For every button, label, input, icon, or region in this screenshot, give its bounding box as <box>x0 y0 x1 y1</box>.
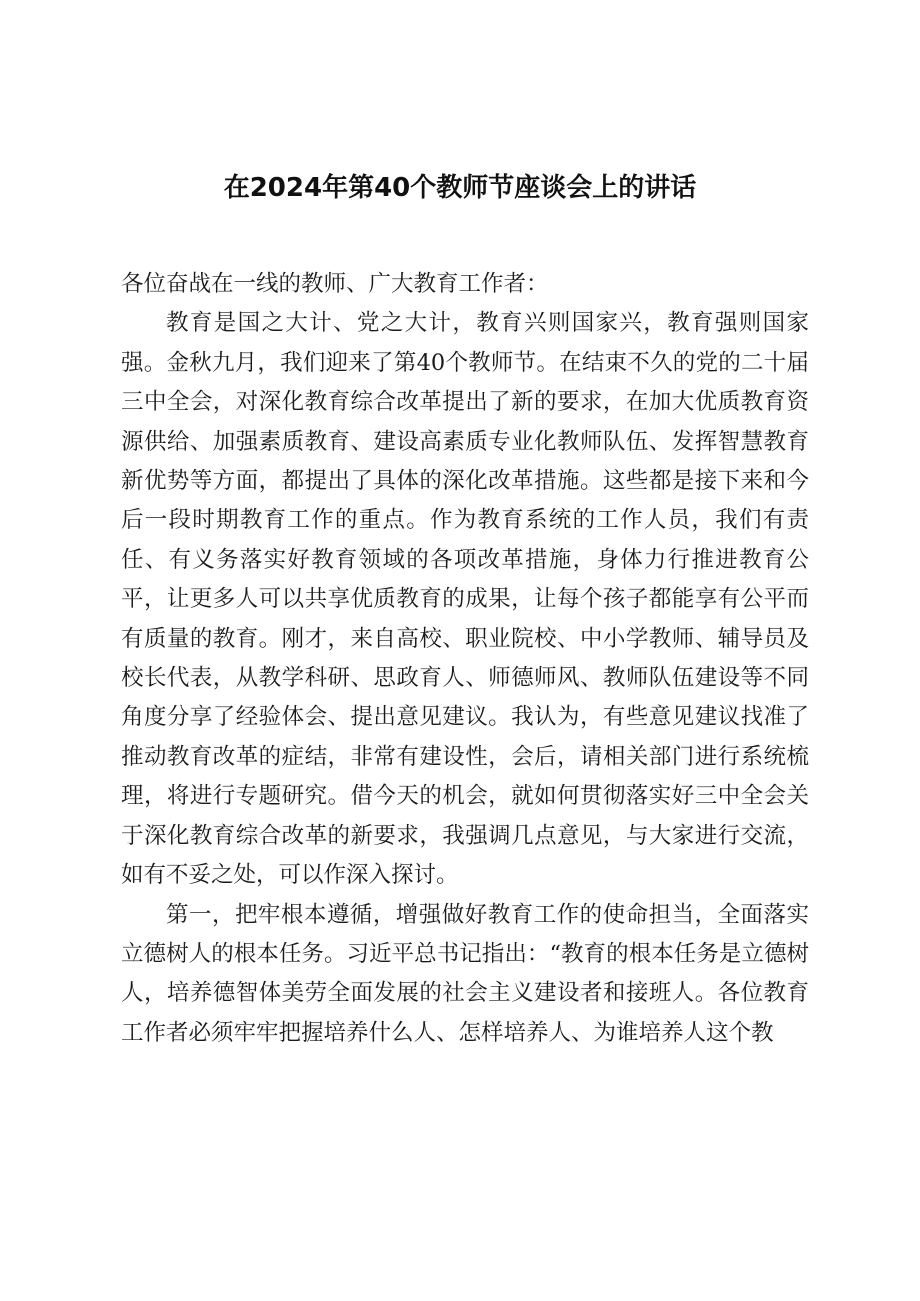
greeting-line: 各位奋战在一线的教师、广大教育工作者： <box>121 271 549 297</box>
document-body <box>121 265 809 1053</box>
document-title: 在2024年第40个教师节座谈会上的讲话 <box>223 173 697 203</box>
paragraph-2: 第一，把牢根本遵循，增强做好教育工作的使命担当，全面落实立德树人的根本任务。习近平总书记指出：“教育的根本任务是立德树人，培养德智体美劳全面发展的社会主义建设者和接班人。各位教育工作者必须牢牢把握培养什么人、怎样培养人、为谁培养人这个教 <box>121 901 809 1046</box>
paragraph-1: 教育是国之大计、党之大计，教育兴则国家兴，教育强则国家强。金秋九月，我们迎来了第40个教师节。在结束不久的党的二十届三中全会，对深化教育综合改革提出了新的要求，在加大优质教育资源供给、加强素质教育、建设高素质专业化教师队伍、发挥智慧教育新优势等方面，都提出了具体的深化改革措施。这些都是接下来和今后一段时期教育工作的重点。作为教育系统的工作人员，我们有责任、有义务落实好教育领域的各项改革措施，身体力行推进教育公平，让更多人可以共享优质教育的成果，让每个孩子都能享有公平而有质量的教育。刚才，来自高校、职业院校、中小学教师、辅导员及校长代表，从教学科研、思政育人、师德师风、教师队伍建设等不同角度分享了经验体会、提出意见建议。我认为，有些意见建议找准了推动教育改革的症结，非常有建设性，会后，请相关部门进行系统梳理，将进行专题研究。借今天的机会，就如何贯彻落实好三中全会关于深化教育综合改革的新要求，我强调几点意见，与大家进行交流，如有不妥之处，可以作深入探讨。 <box>121 310 809 889</box>
